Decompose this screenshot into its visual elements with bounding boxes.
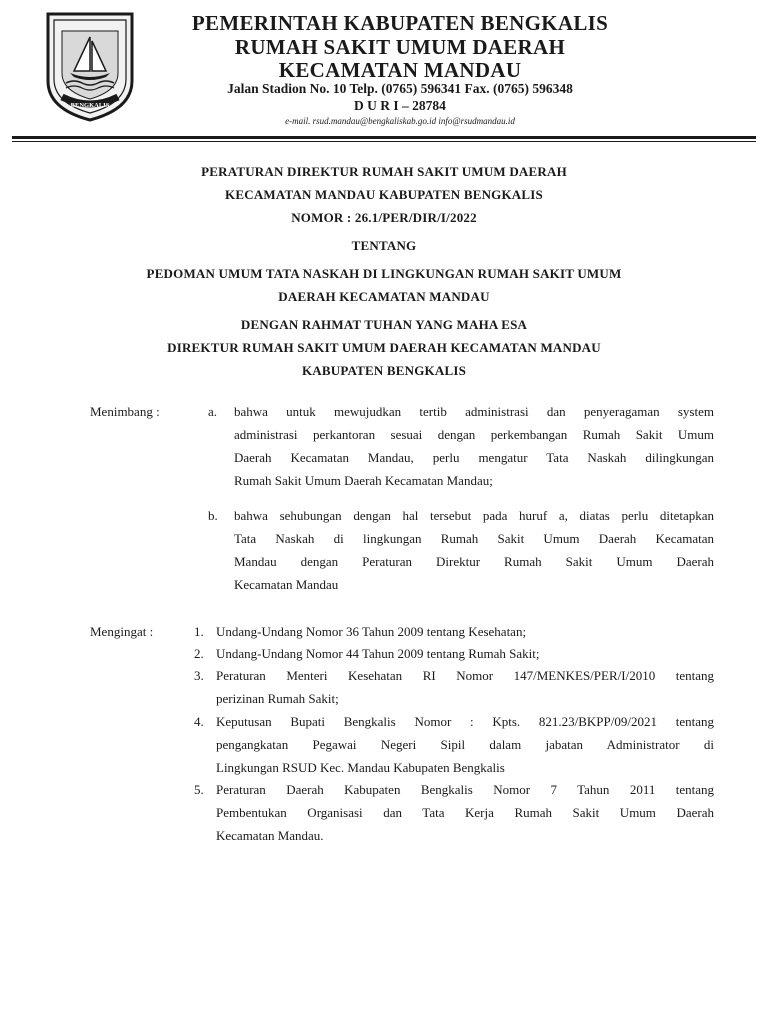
emblem-text: BENGKALIS: [70, 102, 110, 109]
mengingat-item-1: [216, 620, 714, 643]
mengingat-marker-4: 4.: [194, 714, 204, 729]
emblem-shield-icon: [44, 11, 136, 123]
list-item-line: Rumah Sakit Umum Daerah Kecamatan Mandau;: [234, 473, 493, 488]
list-item-line: Kecamatan Mandau.: [216, 828, 324, 843]
letterhead-email: e-mail. rsud.mandau@bengkaliskab.go.id info@rsudmandau.id: [285, 116, 515, 126]
list-item-line: Undang-Undang Nomor 44 Tahun 2009 tentang Rumah Sakit;: [216, 646, 540, 661]
list-item-line: administrasi perkantoran sesuai dengan perkembangan Rumah Sakit Umum: [234, 427, 714, 442]
menimbang-item-a: [234, 400, 714, 492]
mengingat-marker-5: 5.: [194, 782, 204, 797]
letterhead-city: D U R I – 28784: [354, 98, 446, 113]
menimbang-item-b: [234, 504, 714, 596]
regency-emblem: [44, 11, 136, 123]
list-item-line: pengangkatan Pegawai Negeri Sipil dalam jabatan Administrator di: [216, 737, 714, 752]
list-item-line: Peraturan Daerah Kabupaten Bengkalis Nomor 7 Tahun 2011 tentang: [216, 782, 714, 797]
director-line2: KABUPATEN BENGKALIS: [301, 363, 467, 378]
list-item-line: Kecamatan Mandau: [234, 577, 339, 592]
mengingat-marker-3: 3.: [194, 668, 204, 683]
menimbang-marker-b: b.: [208, 508, 218, 523]
mengingat-marker-2: 2.: [194, 646, 204, 661]
tentang-heading: TENTANG: [351, 238, 417, 253]
list-item-line: Lingkungan RSUD Kec. Mandau Kabupaten Bengkalis: [216, 760, 505, 775]
list-item-line: Tata Naskah di lingkungan Rumah Sakit Umum Daerah Kecamatan: [234, 531, 714, 546]
subject-line1: PEDOMAN UMUM TATA NASKAH DI LINGKUNGAN RUMAH SAKIT UMUM: [146, 266, 622, 281]
decree-number: NOMOR : 26.1/PER/DIR/I/2022: [291, 210, 477, 225]
list-item-line: perizinan Rumah Sakit;: [216, 691, 339, 706]
subject-line2: DAERAH KECAMATAN MANDAU: [278, 289, 490, 304]
list-item-line: Mandau dengan Peraturan Direktur Rumah Sakit Umum Daerah: [234, 554, 714, 569]
menimbang-marker-a: a.: [208, 404, 218, 419]
list-item-line: Undang-Undang Nomor 36 Tahun 2009 tentang Kesehatan;: [216, 624, 527, 639]
rahmat-line: DENGAN RAHMAT TUHAN YANG MAHA ESA: [240, 317, 528, 332]
letterhead-line2: RUMAH SAKIT UMUM DAERAH: [234, 35, 566, 59]
list-item-line: Pembentukan Organisasi dan Tata Kerja Rumah Sakit Umum Daerah: [216, 805, 714, 820]
list-item-line: Keputusan Bupati Bengkalis Nomor : Kpts. 821.23/BKPP/09/2021 tentang: [216, 714, 714, 729]
mengingat-item-3: [216, 664, 714, 710]
list-item-line: Peraturan Menteri Kesehatan RI Nomor 147/MENKES/PER/I/2010 tentang: [216, 668, 714, 683]
mengingat-item-2: [216, 642, 714, 665]
mengingat-item-5: [216, 778, 714, 847]
mengingat-item-4: [216, 710, 714, 779]
letterhead-rule-thin: [12, 141, 756, 142]
letterhead-rule-thick: [12, 136, 756, 139]
letterhead-line1: PEMERINTAH KABUPATEN BENGKALIS: [191, 11, 609, 35]
list-item-line: bahwa untuk mewujudkan tertib administrasi dan penyeragaman system: [234, 404, 714, 419]
list-item-line: Daerah Kecamatan Mandau, perlu mengatur Tata Naskah dilingkungan: [234, 450, 714, 465]
director-line1: DIREKTUR RUMAH SAKIT UMUM DAERAH KECAMATAN MANDAU: [167, 340, 601, 355]
mengingat-marker-1: 1.: [194, 624, 204, 639]
letterhead-address: Jalan Stadion No. 10 Telp. (0765) 596341 Fax. (0765) 596348: [227, 81, 573, 96]
title-line2: KECAMATAN MANDAU KABUPATEN BENGKALIS: [225, 187, 543, 202]
mengingat-label: Mengingat :: [90, 624, 154, 639]
title-line1: PERATURAN DIREKTUR RUMAH SAKIT UMUM DAERAH: [201, 164, 567, 179]
menimbang-label: Menimbang :: [90, 404, 160, 419]
list-item-line: bahwa sehubungan dengan hal tersebut pada huruf a, diatas perlu ditetapkan: [234, 508, 714, 523]
letterhead-line3: KECAMATAN MANDAU: [278, 58, 522, 82]
